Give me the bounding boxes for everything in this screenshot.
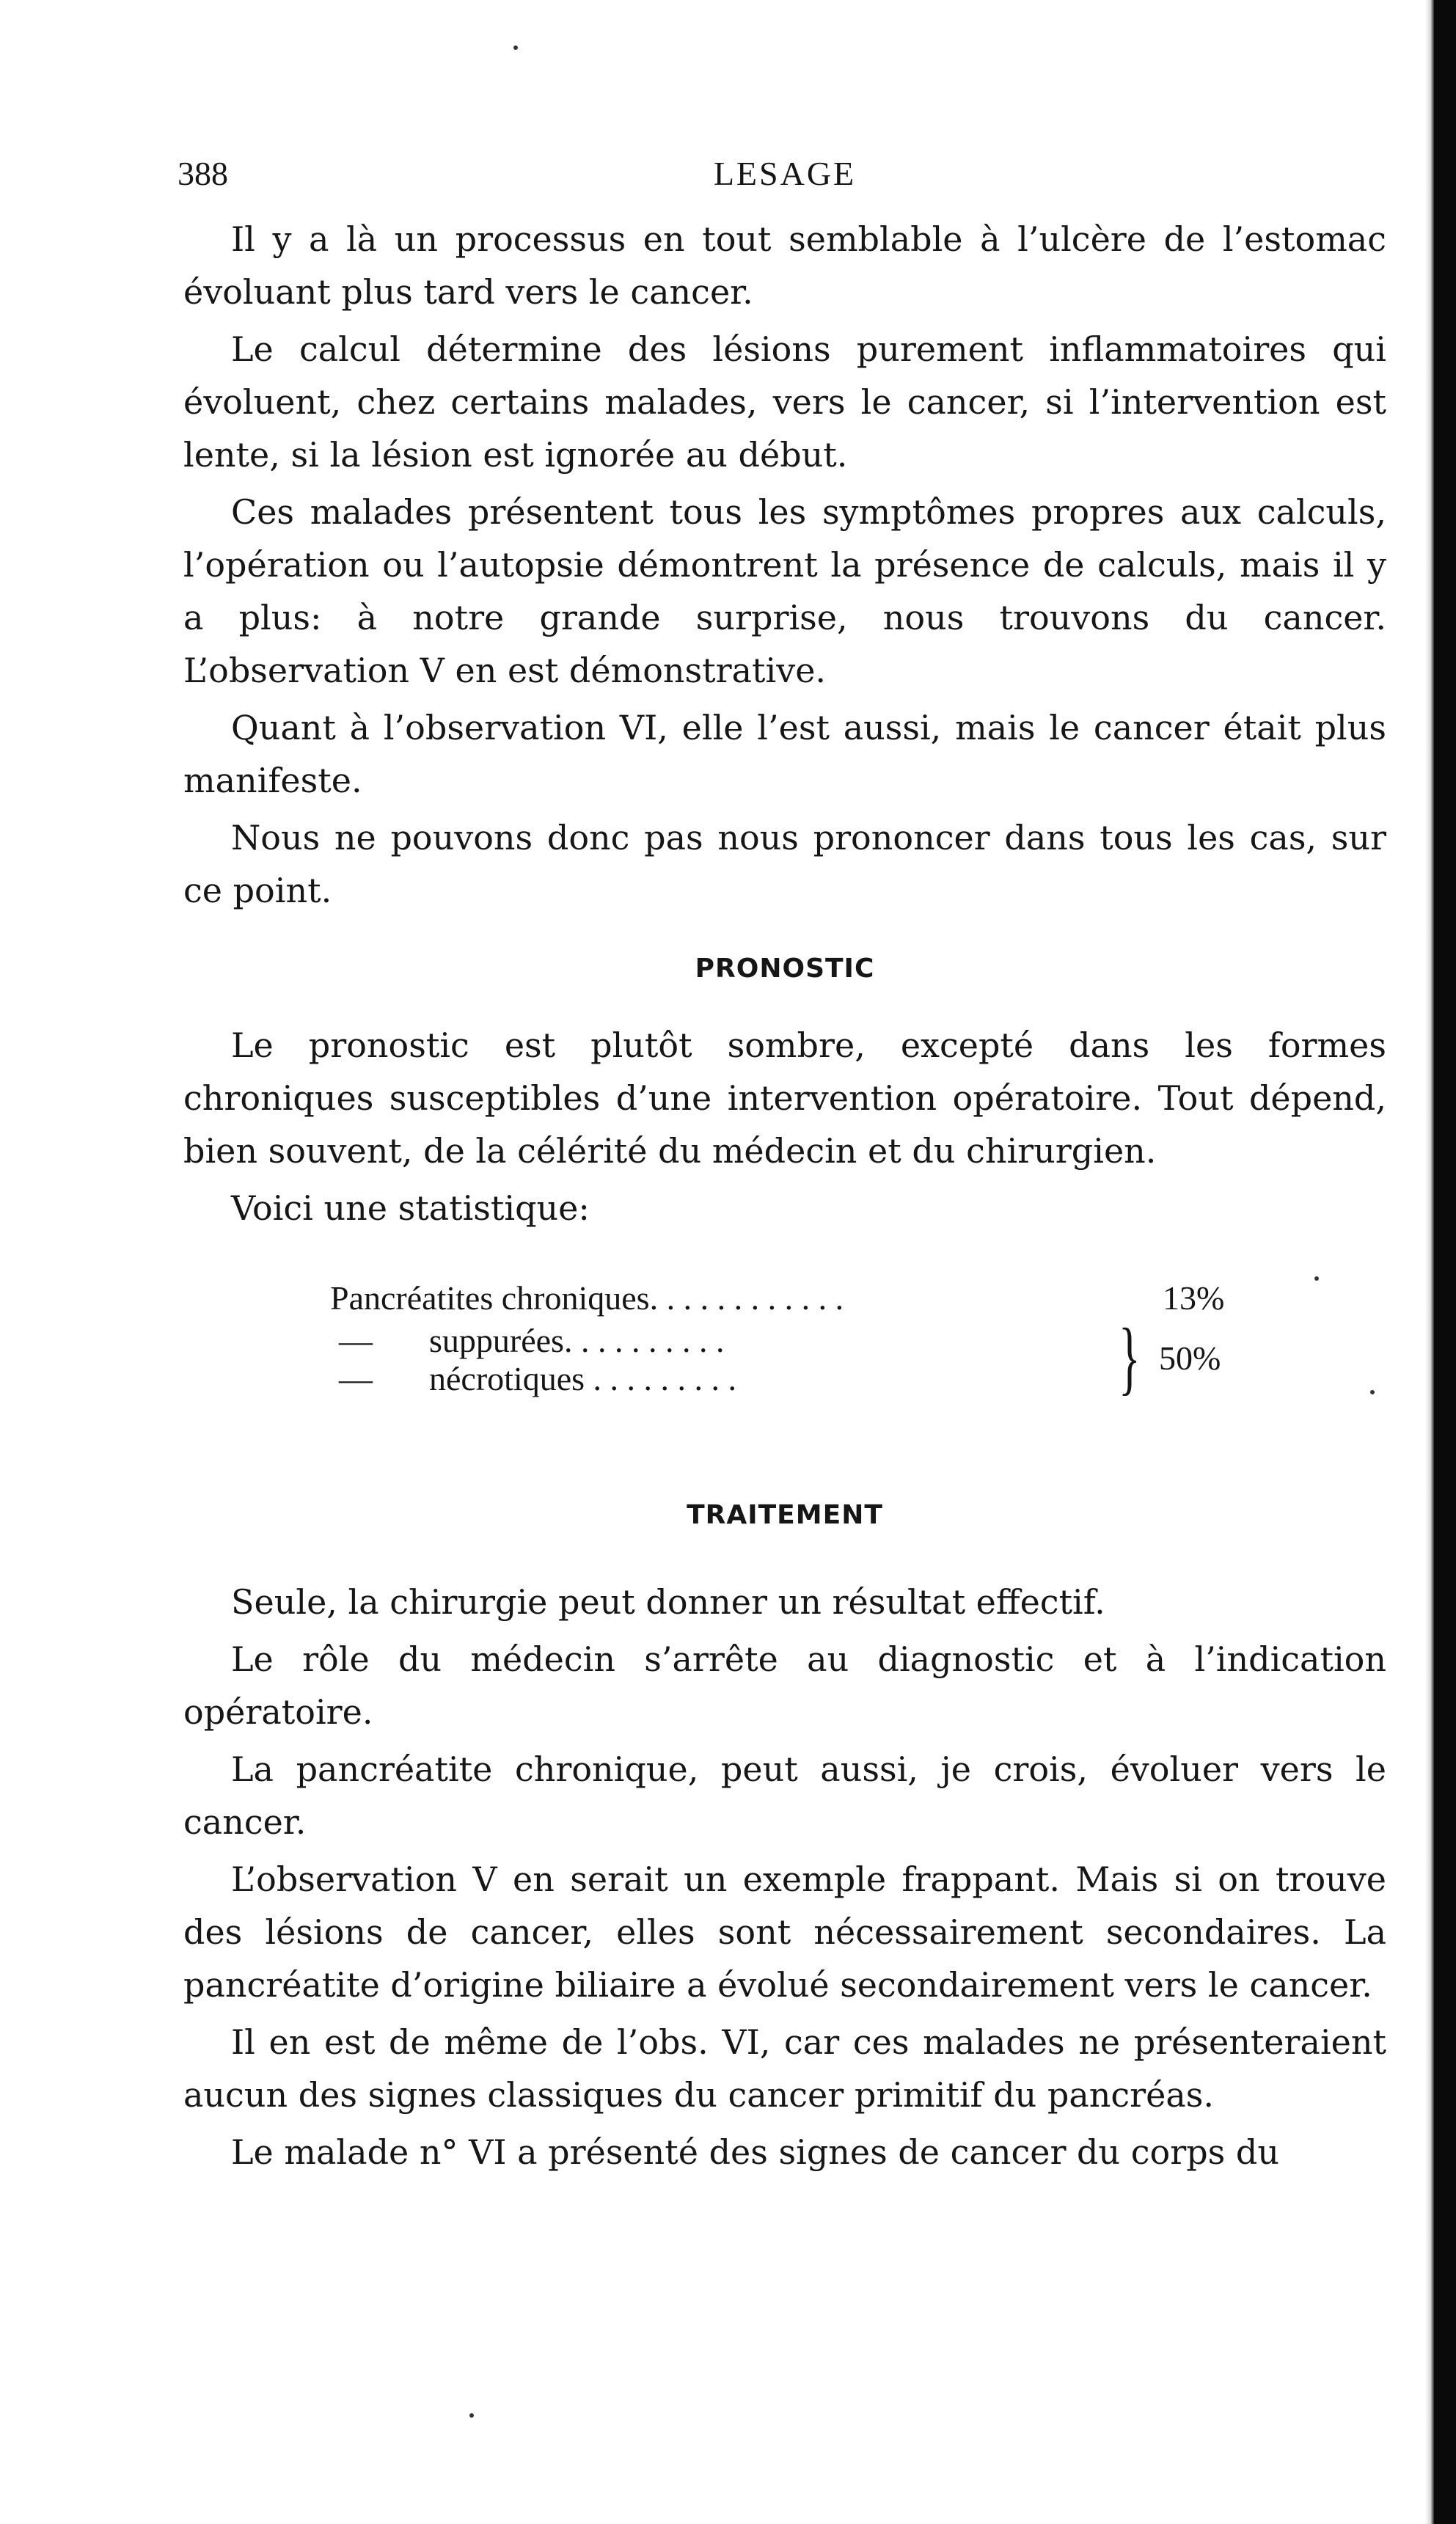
paragraph: La pancréatite chronique, peut aussi, je crois, évoluer vers le cancer. <box>183 1749 1386 1842</box>
statistics-row <box>183 1359 736 1398</box>
book-page <box>178 154 1386 2179</box>
body-text-intro <box>183 213 1386 917</box>
paragraph: Ces malades présentent tous les symptômes propres aux calculs, l’opération ou l’autopsie démontrent la présence de calculs, mais il y a plus: à notre grande surprise, nous trouvons du cancer. L’observation V en est démonstrative. <box>183 492 1386 690</box>
paragraph: Voici une statistique: <box>231 1188 590 1228</box>
grouping-brace: } <box>1119 1312 1141 1403</box>
statistics-table <box>183 1265 1386 1405</box>
page-number: 388 <box>178 155 228 192</box>
statistics-row <box>183 1321 724 1360</box>
paragraph: Le calcul détermine des lésions purement inflammatoires qui évoluent, chez certains malades, vers le cancer, si l’intervention est lente, si la lésion est ignorée au début. <box>183 329 1386 475</box>
section-heading-traitement: TRAITEMENT <box>687 1500 883 1530</box>
paragraph: Seule, la chirurgie peut donner un résultat effectif. <box>231 1582 1105 1622</box>
paragraph: Le pronostic est plutôt sombre, excepté dans les formes chroniques susceptibles d’une intervention opératoire. Tout dépend, bien souvent, de la célérité du médecin et du chirurgien. <box>183 1025 1386 1171</box>
statistics-grouped-value: 50% <box>1159 1339 1221 1377</box>
print-speck <box>469 2413 474 2418</box>
ditto-dash: — <box>339 1360 373 1397</box>
running-head: LESAGE <box>713 155 857 192</box>
page-binding-edge <box>1434 0 1456 2524</box>
statistics-label: suppurées. . . . . . . . . . <box>429 1322 725 1359</box>
statistics-label: Pancréatites chroniques. . . . . . . . . . . . <box>330 1279 844 1317</box>
statistics-label: nécrotiques . . . . . . . . . <box>429 1360 737 1397</box>
page-header <box>178 154 1386 213</box>
page-binding-shadow <box>1425 0 1434 2524</box>
paragraph: Le rôle du médecin s’arrête au diagnostic et à l’indication opératoire. <box>183 1639 1386 1732</box>
statistics-value: 13% <box>1163 1279 1225 1317</box>
ditto-dash: — <box>339 1322 373 1359</box>
body-text-traitement <box>183 1576 1386 2179</box>
paragraph: Le malade n° VI a présenté des signes de cancer du corps du <box>231 2132 1279 2172</box>
paragraph: L’observation V en serait un exemple frappant. Mais si on trouve des lésions de cancer, elles sont nécessairement secondaires. La pancréatite d’origine biliaire a évolué secondairement vers le cancer. <box>183 1859 1386 2005</box>
paragraph: Nous ne pouvons donc pas nous prononcer dans tous les cas, sur ce point. <box>183 818 1386 910</box>
paragraph: Il en est de même de l’obs. VI, car ces malades ne présenteraient aucun des signes classiques du cancer primitif du pancréas. <box>183 2022 1386 2115</box>
paragraph: Il y a là un processus en tout semblable à l’ulcère de l’estomac évoluant plus tard vers le cancer. <box>183 219 1386 312</box>
paragraph: Quant à l’observation VI, elle l’est aussi, mais le cancer était plus manifeste. <box>183 708 1386 800</box>
statistics-row <box>330 1279 844 1317</box>
print-speck <box>513 45 518 50</box>
section-heading-pronostic: PRONOSTIC <box>695 954 875 984</box>
body-text-pronostic <box>183 1019 1386 1234</box>
